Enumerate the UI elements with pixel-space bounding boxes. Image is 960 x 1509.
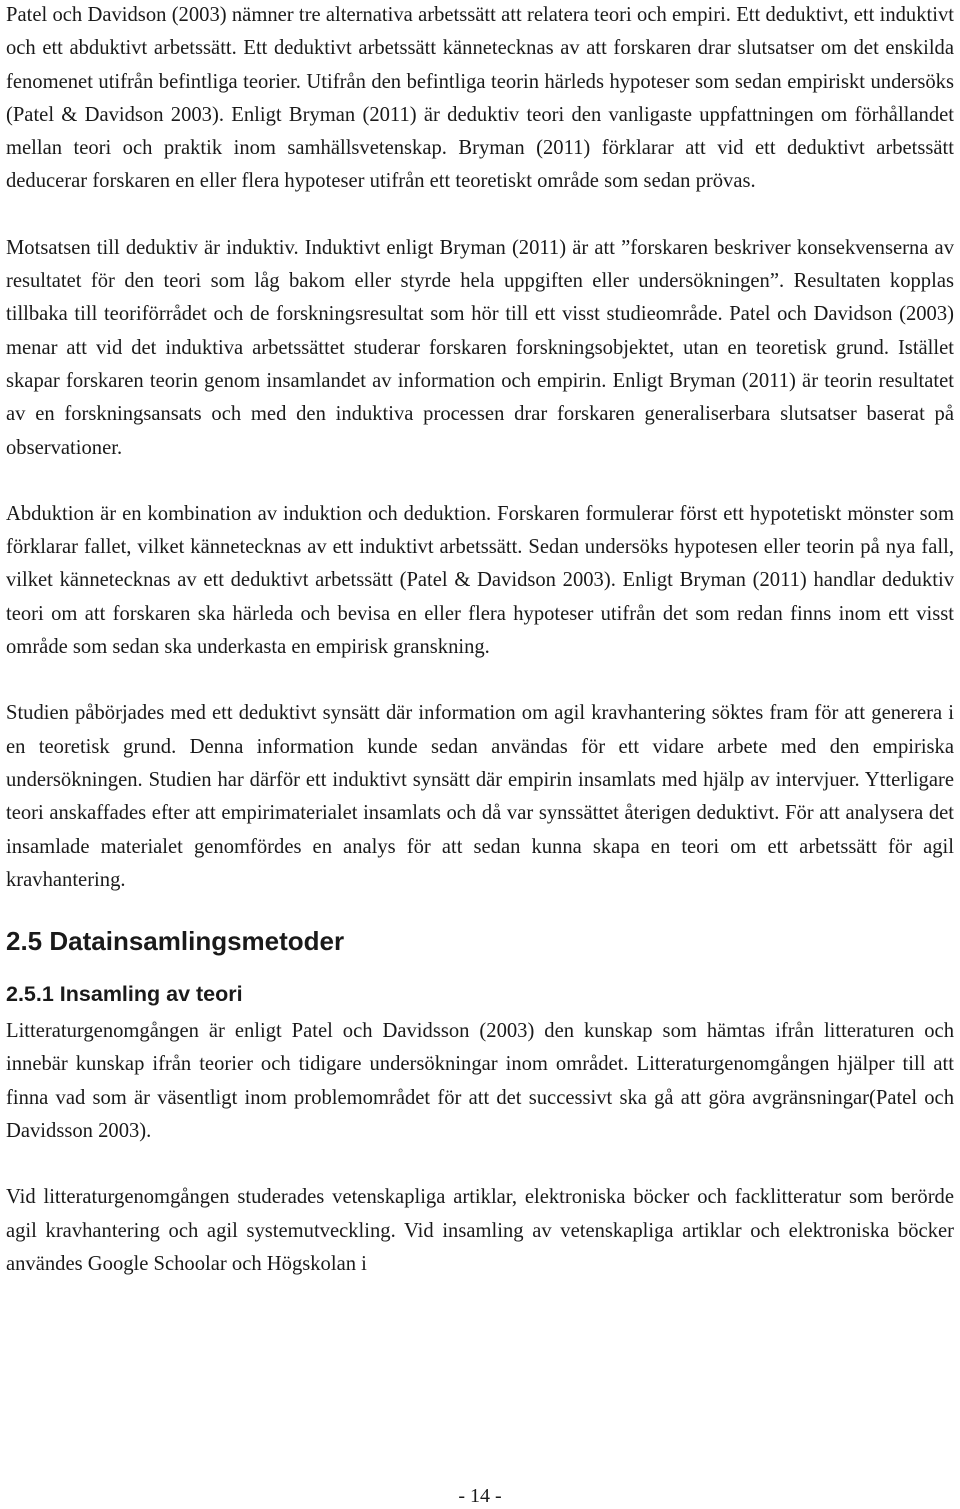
document-page [6, 0, 954, 1281]
paragraph-literature-review: Litteraturgenomgången är enligt Patel och Davidsson (2003) den kunskap som hämtas ifrån litteraturen och innebär kunskap ifrån teorier och tidigare undersökningar inom området. Litteraturgenomgången hjälper till att finna vad som är väsentligt inom problemområdet för att det successivt ska gå att göra avgränsningar(Patel och Davidsson 2003). [6, 1020, 954, 1143]
paragraph-inductive: Motsatsen till deduktiv är induktiv. Induktivt enligt Bryman (2011) är att ”forskaren beskriver konsekvenserna av resultatet för den teori som låg bakom eller styrde hela uppgiften eller undersökningen”. Resultaten kopplas tillbaka till teoriförrådet och de forskningsresultat som hör till ett visst studieområde. Patel och Davidson (2003) menar att vid det induktiva arbetssättet studerar forskaren forskningsobjektet, utan en teoretisk grund. Istället skapar forskaren teorin genom insamlandet av information och empirin. Enligt Bryman (2011) är teorin resultatet av en forskningsansats och med den induktiva processen drar forskaren generaliserbara slutsatser baserat på observationer. [6, 236, 954, 459]
subsection-heading: 2.5.1 Insamling av teori [6, 982, 243, 1007]
paragraph-study-approach: Studien påbörjades med ett deduktivt synsätt där information om agil kravhantering söktes fram för att generera i en teoretisk grund. Denna information kunde sedan användas för ett vidare arbete med den empiriska undersökningen. Studien har därför ett induktivt synsätt där empirin insamlats med hjälp av intervjuer. Ytterligare teori anskaffades efter att empirimaterialet insamlats och då var synssättet återigen deduktivt. För att analysera det insamlade materialet genomfördes en analys för att sedan kunna skapa en teori om ett arbetssätt för agil kravhantering. [6, 702, 954, 891]
paragraph-abductive: Abduktion är en kombination av induktion och deduktion. Forskaren formulerar först ett hypotetiskt mönster som förklarar fallet, vilket kännetecknas av ett induktivt arbetssätt. Sedan undersöks hypotesen eller teorin på nya fall, vilket kännetecknas av ett deduktivt arbetssätt (Patel & Davidson 2003). Enligt Bryman (2011) handlar deduktiv teori om att forskaren ska härleda och bevisa en eller flera hypoteser utifrån det som redan finns inom ett visst område som sedan ska underkasta en empirisk granskning. [6, 502, 954, 659]
paragraph-deductive: Patel och Davidson (2003) nämner tre alternativa arbetssätt att relatera teori och empiri. Ett deduktivt, ett induktivt och ett abduktivt arbetssätt. Ett deduktivt arbetssätt kännetecknas av att forskaren drar slutsatser om det enskilda fenomenet utifrån befintliga teorier. Utifrån den befintliga teorin härleds hypoteser som sedan empiriskt undersöks (Patel & Davidson 2003). Enligt Bryman (2011) är deduktiv teori den vanligaste uppfattningen om förhållandet mellan teori och praktik inom samhällsvetenskap. Bryman (2011) förklarar att vid ett deduktivt arbetssätt deducerar forskaren en eller flera hypoteser utifrån ett teoretiskt område som sedan prövas. [6, 4, 954, 193]
page-number: - 14 - [458, 1485, 502, 1507]
paragraph-literature-sources: Vid litteraturgenomgången studerades vetenskapliga artiklar, elektroniska böcker och facklitteratur som berörde agil kravhantering och agil systemutveckling. Vid insamling av vetenskapliga artiklar och elektroniska böcker användes Google Schoolar och Högskolan i [6, 1186, 954, 1275]
section-heading: 2.5 Datainsamlingsmetoder [6, 926, 345, 957]
